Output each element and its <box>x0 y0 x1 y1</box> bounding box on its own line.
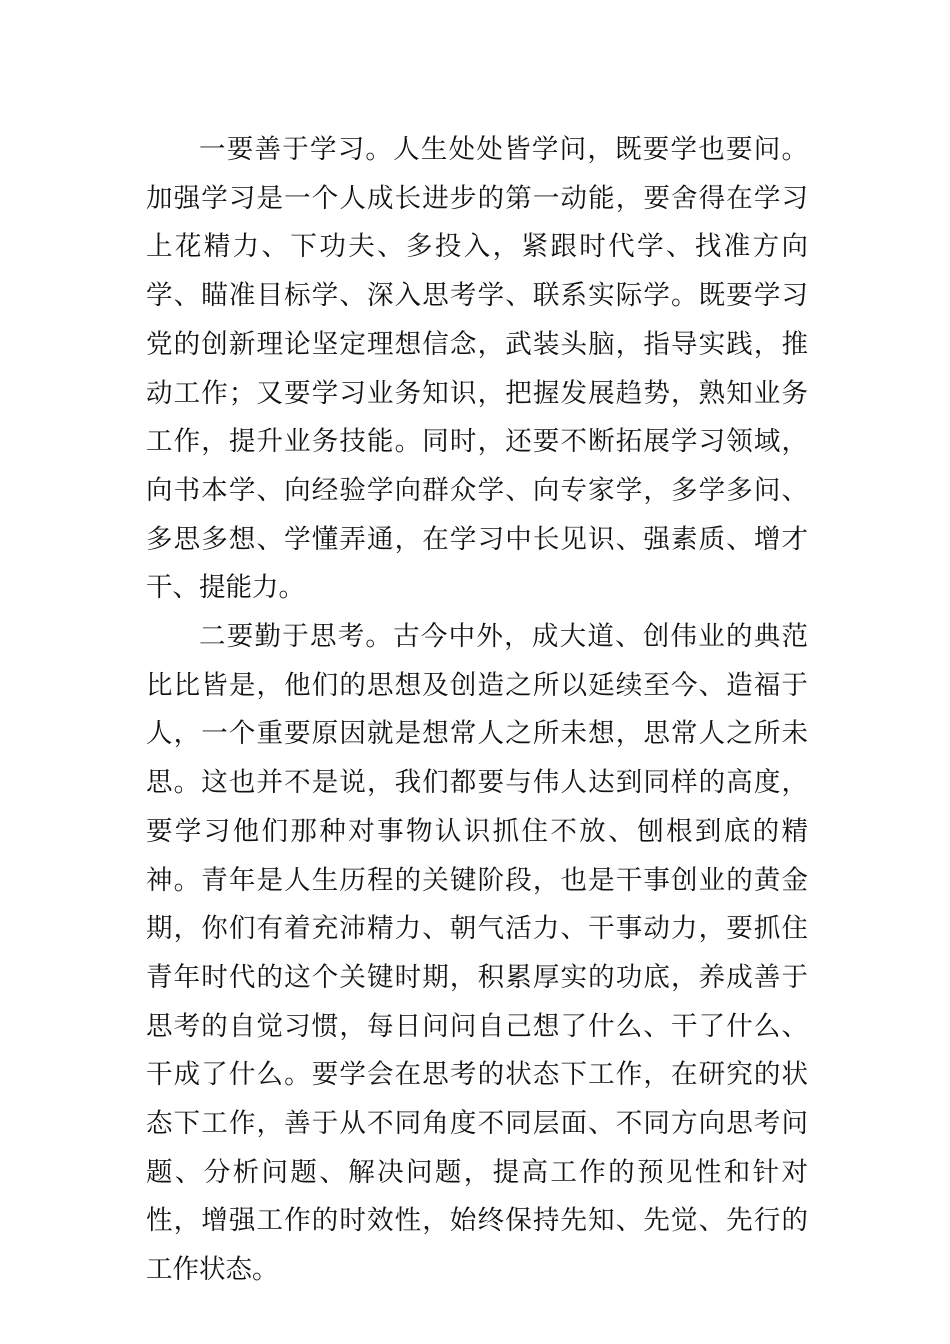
paragraph-thinking: 二要勤于思考。古今中外，成大道、创伟业的典范比比皆是，他们的思想及创造之所以延续至今、造福于人，一个重要原因就是想常人之所未想，思常人之所未思。这也并不是说，我们都要与伟人达到同样的高度，要学习他们那种对事物认识抓住不放、刨根到底的精神。青年是人生历程的关键阶段，也是干事创业的黄金期，你们有着充沛精力、朝气活力、干事动力，要抓住青年时代的这个关键时期，积累厚实的功底，养成善于思考的自觉习惯，每日问问自己想了什么、干了什么、干成了什么。要学会在思考的状态下工作，在研究的状态下工作，善于从不同角度不同层面、不同方向思考问题、分析问题、解决问题，提高工作的预见性和针对性，增强工作的时效性，始终保持先知、先觉、先行的工作状态。 <box>146 621 808 1286</box>
paragraph-study: 一要善于学习。人生处处皆学问，既要学也要问。加强学习是一个人成长进步的第一动能，要舍得在学习上花精力、下功夫、多投入，紧跟时代学、找准方向学、瞄准目标学、深入思考学、联系实际学。既要学习党的创新理论坚定理想信念，武装头脑，指导实践，推动工作；又要学习业务知识，把握发展趋势，熟知业务工作，提升业务技能。同时，还要不断拓展学习领域，向书本学、向经验学向群众学、向专家学，多学多问、多思多想、学懂弄通，在学习中长见识、强素质、增才干、提能力。 <box>146 134 808 604</box>
document-body <box>146 126 808 1295</box>
